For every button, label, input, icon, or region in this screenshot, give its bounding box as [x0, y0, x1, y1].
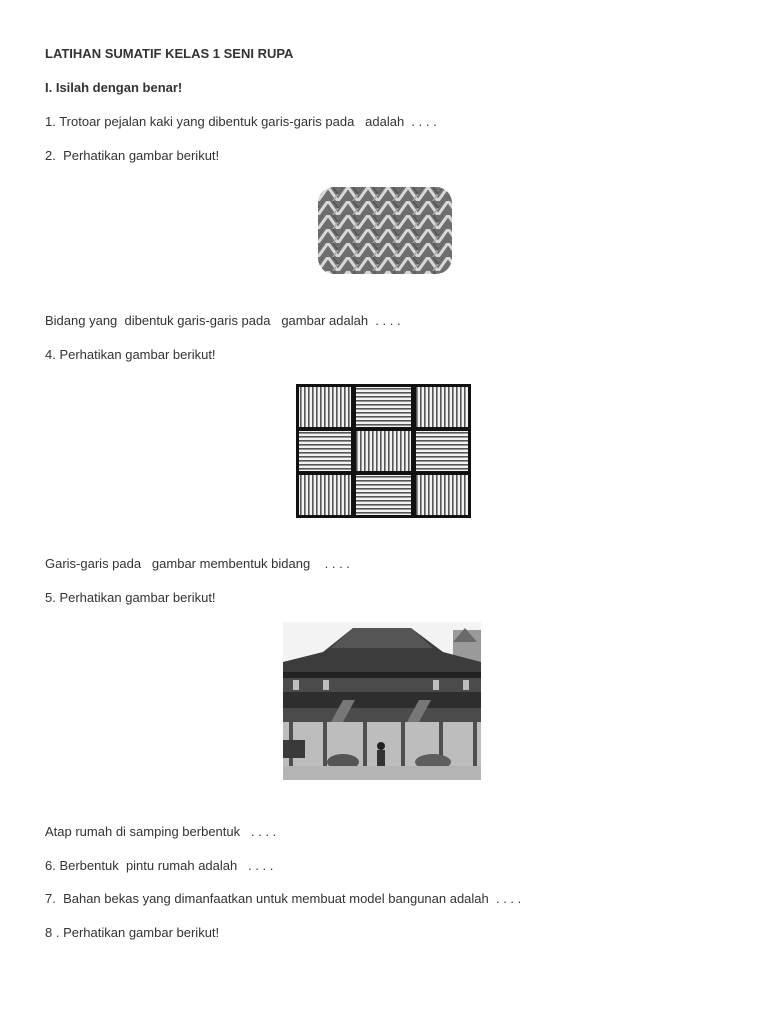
question-5: 5. Perhatikan gambar berikut! — [45, 590, 216, 605]
document-title: LATIHAN SUMATIF KELAS 1 SENI RUPA — [45, 46, 294, 61]
traditional-house-drawing — [283, 622, 481, 780]
question-2: 2. Perhatikan gambar berikut! — [45, 148, 220, 163]
question-7: 7. Bahan bekas yang dimanfaatkan untuk membuat model bangunan adalah . . . . — [45, 891, 522, 906]
woven-mat-drawing — [318, 187, 452, 274]
question-1: 1. Trotoar pejalan kaki yang dibentuk garis-garis pada adalah . . . . — [45, 114, 437, 129]
section-heading: I. Isilah dengan benar! — [45, 80, 183, 95]
checker-weave-image — [296, 384, 471, 518]
woven-mat-image — [318, 187, 452, 274]
checker-weave-drawing — [296, 384, 471, 518]
question-5-prompt: Atap rumah di samping berbentuk . . . . — [45, 824, 277, 839]
question-4-prompt: Garis-garis pada gambar membentuk bidang . . . . — [45, 556, 350, 571]
question-3: Bidang yang dibentuk garis-garis pada gambar adalah . . . . — [45, 313, 401, 328]
traditional-house-image — [283, 622, 481, 780]
question-8: 8 . Perhatikan gambar berikut! — [45, 925, 220, 940]
question-4: 4. Perhatikan gambar berikut! — [45, 347, 216, 362]
question-6: 6. Berbentuk pintu rumah adalah . . . . — [45, 858, 274, 873]
